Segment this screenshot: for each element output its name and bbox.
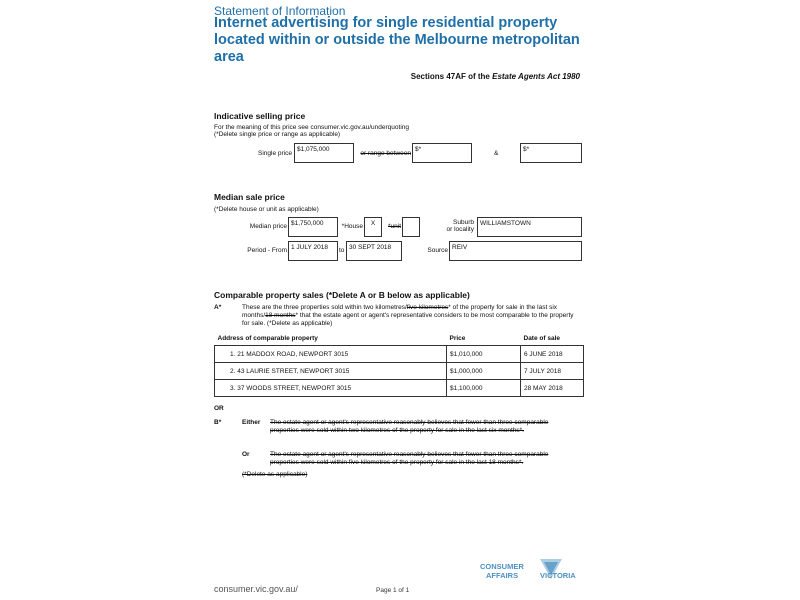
source-label: Source <box>427 247 448 254</box>
indicative-note-1: For the meaning of this price see consumer.vic.gov.au/underquoting <box>214 124 409 131</box>
consumer-affairs-logo <box>480 563 590 583</box>
option-b-label: B* <box>214 419 222 426</box>
page-number: Page 1 of 1 <box>376 587 410 594</box>
median-heading: Median sale price <box>214 192 285 202</box>
logo-text-affairs: AFFAIRS <box>486 571 519 580</box>
single-price-field[interactable]: $1,075,000 <box>294 143 354 163</box>
or2-text: The estate agent or agent's representative reasonably believes that fewer than three comparable properties were sold within five kilometres of the property for sale in the last 18 months*. <box>270 451 549 466</box>
col-address: Address of comparable property <box>217 335 318 342</box>
range-ampersand: & <box>494 150 499 157</box>
range-from-field[interactable]: $* <box>412 143 472 163</box>
logo-text-victoria: VICTORIA <box>540 571 576 580</box>
indicative-note-2: (*Delete single price or range as applicable) <box>214 131 341 138</box>
single-price-label: Single price <box>258 150 292 157</box>
col-date: Date of sale <box>523 335 560 342</box>
table-row <box>215 380 584 397</box>
date-cell[interactable]: 28 MAY 2018 <box>521 380 584 397</box>
or2-label: Or <box>242 451 250 458</box>
price-cell[interactable]: $1,000,000 <box>447 363 521 380</box>
either-text: The estate agent or agent's representative reasonably believes that fewer than three comparable properties were sold within two kilometres of the property for sale in the last six months*. <box>270 419 549 434</box>
period-from-field[interactable]: 1 JULY 2018 <box>288 241 338 261</box>
document-subtitle: Statement of Information <box>214 4 346 18</box>
footer-url[interactable]: consumer.vic.gov.au/ <box>214 584 298 594</box>
address-cell[interactable]: 3. 37 WOODS STREET, NEWPORT 3015 <box>215 380 447 397</box>
median-price-label: Median price <box>249 223 287 230</box>
unit-label: *unit <box>387 223 401 230</box>
delete-note: (*Delete as applicable) <box>242 471 308 478</box>
indicative-heading: Indicative selling price <box>214 111 306 121</box>
comparable-heading: Comparable property sales (*Delete A or B below as applicable) <box>214 290 470 300</box>
either-label: Either <box>242 419 261 426</box>
price-cell[interactable]: $1,100,000 <box>447 380 521 397</box>
col-price: Price <box>449 335 466 342</box>
date-cell[interactable]: 7 JULY 2018 <box>521 363 584 380</box>
date-cell[interactable]: 6 JUNE 2018 <box>521 346 584 363</box>
period-to-label: to <box>339 247 345 254</box>
logo-text-consumer: CONSUMER <box>480 562 524 571</box>
sections-reference: Sections 47AF of the Estate Agents Act 1980 <box>410 72 580 81</box>
address-cell[interactable]: 1. 21 MADDOX ROAD, NEWPORT 3015 <box>215 346 447 363</box>
median-price-field[interactable]: $1,750,000 <box>288 217 338 237</box>
table-row <box>215 363 584 380</box>
period-to-field[interactable]: 30 SEPT 2018 <box>346 241 402 261</box>
unit-field[interactable] <box>402 217 420 237</box>
price-cell[interactable]: $1,010,000 <box>447 346 521 363</box>
table-row <box>215 346 584 363</box>
source-field[interactable]: REIV <box>449 241 582 261</box>
or-label: OR <box>214 405 224 412</box>
suburb-label: Suburb or locality <box>446 219 474 233</box>
comparable-table <box>214 335 584 397</box>
option-a-text: These are the three properties sold within two kilometres/five kilometres* of the property for sale in the last six months/18 months* that the estate agent or agent's representative considers to be most comparable to the property for sale. (*Delete as applicable) <box>242 304 574 327</box>
range-to-field[interactable]: $* <box>520 143 582 163</box>
suburb-field[interactable]: WILLIAMSTOWN <box>477 217 582 237</box>
house-field[interactable]: X <box>364 217 382 237</box>
document-title: Internet advertising for single residential property located within or outside the Melbourne metropolitan area <box>214 15 580 65</box>
range-label: or range between <box>360 150 411 157</box>
house-label: *House <box>341 223 363 230</box>
address-cell[interactable]: 2. 43 LAURIE STREET, NEWPORT 3015 <box>215 363 447 380</box>
option-a-label: A* <box>214 304 222 311</box>
period-from-label: Period - From <box>247 247 287 254</box>
median-note: (*Delete house or unit as applicable) <box>214 206 319 213</box>
